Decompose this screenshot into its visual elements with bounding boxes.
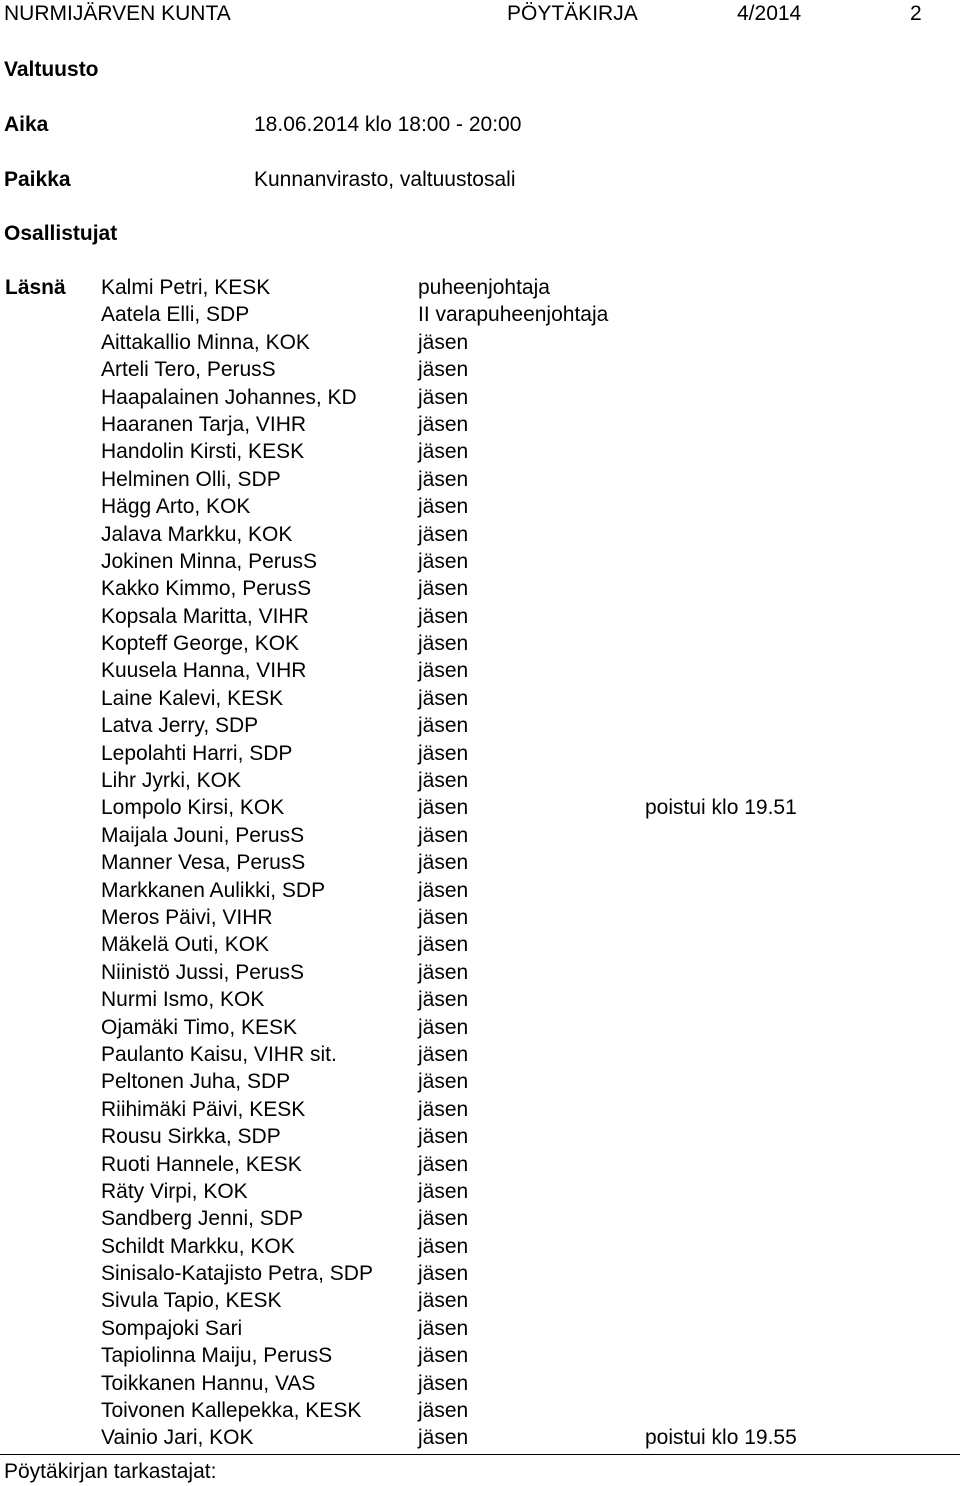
attendee-row: [0, 849, 960, 876]
attendee-name: Lepolahti Harri, SDP: [101, 741, 293, 765]
body-name: Valtuusto: [4, 58, 99, 81]
attendee-role: jäsen: [418, 1152, 469, 1176]
attendee-name: Ruoti Hannele, KESK: [101, 1152, 302, 1176]
attendee-row: [0, 575, 960, 602]
divider-line: [0, 1454, 960, 1455]
attendee-name: Latva Jerry, SDP: [101, 714, 259, 738]
attendee-role: jäsen: [418, 988, 469, 1012]
attendee-name: Kopsala Maritta, VIHR: [101, 604, 309, 628]
attendee-role: jäsen: [418, 1234, 469, 1258]
attendee-row: [0, 1205, 960, 1232]
attendee-row: [0, 1096, 960, 1123]
attendee-row: [0, 411, 960, 438]
attendee-role: jäsen: [418, 330, 469, 354]
attendee-row: [0, 1041, 960, 1068]
attendee-row: [0, 1233, 960, 1260]
attendee-role: jäsen: [418, 1344, 469, 1368]
attendee-name: Lihr Jyrki, KOK: [101, 769, 242, 793]
attendee-row: [0, 904, 960, 931]
present-label: Läsnä: [5, 276, 66, 299]
time-label: Aika: [4, 113, 49, 136]
attendee-row: [0, 822, 960, 849]
attendee-role: jäsen: [418, 823, 469, 847]
attendee-name: Maijala Jouni, PerusS: [101, 823, 305, 847]
attendee-role: jäsen: [418, 1015, 469, 1039]
attendee-name: Tapiolinna Maiju, PerusS: [101, 1344, 333, 1368]
attendee-row: [0, 1178, 960, 1205]
attendee-role: jäsen: [418, 549, 469, 573]
attendee-name: Kuusela Hanna, VIHR: [101, 659, 307, 683]
attendee-name: Nurmi Ismo, KOK: [101, 988, 265, 1012]
attendee-name: Vainio Jari, KOK: [101, 1426, 254, 1450]
attendee-name: Haaranen Tarja, VIHR: [101, 412, 307, 436]
place-label: Paikka: [4, 168, 71, 191]
attendee-name: Räty Virpi, KOK: [101, 1179, 248, 1203]
attendee-role: jäsen: [418, 1207, 469, 1231]
attendee-name: Peltonen Juha, SDP: [101, 1070, 291, 1094]
attendee-row: [0, 1287, 960, 1314]
attendee-role: jäsen: [418, 604, 469, 628]
attendee-name: Riihimäki Päivi, KESK: [101, 1097, 306, 1121]
attendee-role: jäsen: [418, 1042, 469, 1066]
attendee-role: jäsen: [418, 1097, 469, 1121]
attendee-row: [0, 712, 960, 739]
attendee-row: [0, 959, 960, 986]
attendee-name: Haapalainen Johannes, KD: [101, 385, 357, 409]
attendee-role: jäsen: [418, 467, 469, 491]
attendee-note: poistui klo 19.51: [645, 796, 797, 820]
attendee-role: jäsen: [418, 1289, 469, 1313]
attendee-name: Kakko Kimmo, PerusS: [101, 577, 312, 601]
attendee-row: [0, 685, 960, 712]
attendee-row: [0, 384, 960, 411]
attendee-row: [0, 740, 960, 767]
attendee-name: Aittakallio Minna, KOK: [101, 330, 310, 354]
attendee-row: [0, 1315, 960, 1342]
attendee-row: [0, 1260, 960, 1287]
attendee-role: jäsen: [418, 769, 469, 793]
attendee-role: jäsen: [418, 1125, 469, 1149]
attendee-role: jäsen: [418, 659, 469, 683]
attendee-name: Arteli Tero, PerusS: [101, 358, 276, 382]
document-type: PÖYTÄKIRJA: [507, 2, 638, 25]
attendee-name: Niinistö Jussi, PerusS: [101, 960, 305, 984]
attendee-name: Mäkelä Outi, KOK: [101, 933, 270, 957]
attendee-row: [0, 794, 960, 821]
minutes-checkers-label: Pöytäkirjan tarkastajat:: [4, 1460, 217, 1483]
attendee-row: [0, 1370, 960, 1397]
attendee-name: Sivula Tapio, KESK: [101, 1289, 282, 1313]
attendee-role: jäsen: [418, 440, 469, 464]
attendee-role: jäsen: [418, 1426, 469, 1450]
attendee-role: jäsen: [418, 796, 469, 820]
attendee-name: Lompolo Kirsi, KOK: [101, 796, 285, 820]
attendee-name: Hägg Arto, KOK: [101, 495, 251, 519]
attendee-row: [0, 630, 960, 657]
attendee-row: [0, 603, 960, 630]
attendee-name: Schildt Markku, KOK: [101, 1234, 295, 1258]
attendee-name: Paulanto Kaisu, VIHR sit.: [101, 1042, 337, 1066]
attendee-role: jäsen: [418, 1262, 469, 1286]
attendee-name: Ojamäki Timo, KESK: [101, 1015, 298, 1039]
attendee-name: Kalmi Petri, KESK: [101, 276, 271, 299]
attendee-name: Sompajoki Sari: [101, 1316, 243, 1340]
time-value: 18.06.2014 klo 18:00 - 20:00: [254, 113, 522, 136]
attendee-name: Manner Vesa, PerusS: [101, 851, 306, 875]
attendee-name: Markkanen Aulikki, SDP: [101, 878, 326, 902]
attendee-name: Rousu Sirkka, SDP: [101, 1125, 281, 1149]
attendee-row: [0, 1068, 960, 1095]
attendee-role: jäsen: [418, 632, 469, 656]
participants-heading: Osallistujat: [4, 222, 118, 245]
attendee-note: poistui klo 19.55: [645, 1426, 797, 1450]
attendee-role: jäsen: [418, 1399, 469, 1423]
attendee-name: Toivonen Kallepekka, KESK: [101, 1399, 362, 1423]
attendee-role: jäsen: [418, 522, 469, 546]
page-number: 2: [910, 2, 922, 25]
place-value: Kunnanvirasto, valtuustosali: [254, 168, 516, 191]
attendee-role: puheenjohtaja: [418, 276, 550, 299]
attendee-role: II varapuheenjohtaja: [418, 303, 609, 327]
attendee-row: [0, 493, 960, 520]
attendee-name: Handolin Kirsti, KESK: [101, 440, 305, 464]
attendee-row: [0, 931, 960, 958]
attendee-row: [0, 356, 960, 383]
attendee-role: jäsen: [418, 358, 469, 382]
attendee-name: Helminen Olli, SDP: [101, 467, 281, 491]
attendee-role: jäsen: [418, 714, 469, 738]
attendee-name: Jalava Markku, KOK: [101, 522, 293, 546]
attendee-name: Sinisalo-Katajisto Petra, SDP: [101, 1262, 373, 1286]
attendee-role: jäsen: [418, 495, 469, 519]
attendee-row: [0, 1342, 960, 1369]
attendee-row: [0, 438, 960, 465]
attendee-role: jäsen: [418, 412, 469, 436]
attendee-row: [0, 1151, 960, 1178]
attendee-role: jäsen: [418, 741, 469, 765]
attendee-role: jäsen: [418, 851, 469, 875]
attendee-role: jäsen: [418, 1316, 469, 1340]
attendee-role: jäsen: [418, 385, 469, 409]
attendee-name: Sandberg Jenni, SDP: [101, 1207, 303, 1231]
attendee-row: [0, 1014, 960, 1041]
attendee-name: Laine Kalevi, KESK: [101, 686, 284, 710]
attendee-role: jäsen: [418, 1179, 469, 1203]
attendee-row: [0, 301, 960, 328]
attendee-role: jäsen: [418, 933, 469, 957]
document-number: 4/2014: [737, 2, 802, 25]
attendee-name: Aatela Elli, SDP: [101, 303, 250, 327]
attendee-role: jäsen: [418, 878, 469, 902]
attendee-row: [0, 329, 960, 356]
attendee-row: [0, 466, 960, 493]
attendee-row: [0, 548, 960, 575]
attendee-row: [0, 986, 960, 1013]
attendee-role: jäsen: [418, 905, 469, 929]
attendee-row: [0, 1123, 960, 1150]
attendee-row: [0, 521, 960, 548]
attendee-name: Toikkanen Hannu, VAS: [101, 1371, 316, 1395]
attendee-name: Meros Päivi, VIHR: [101, 905, 273, 929]
attendee-role: jäsen: [418, 577, 469, 601]
attendee-role: jäsen: [418, 960, 469, 984]
attendee-row: [0, 274, 960, 301]
attendee-row: [0, 877, 960, 904]
attendee-role: jäsen: [418, 1371, 469, 1395]
attendee-row: [0, 657, 960, 684]
attendee-row: [0, 767, 960, 794]
attendee-row: [0, 1397, 960, 1424]
attendee-row: [0, 1424, 960, 1451]
attendee-role: jäsen: [418, 686, 469, 710]
attendee-name: Kopteff George, KOK: [101, 632, 300, 656]
attendee-list: [0, 274, 960, 1452]
organization-name: NURMIJÄRVEN KUNTA: [4, 2, 231, 25]
attendee-role: jäsen: [418, 1070, 469, 1094]
attendee-name: Jokinen Minna, PerusS: [101, 549, 317, 573]
